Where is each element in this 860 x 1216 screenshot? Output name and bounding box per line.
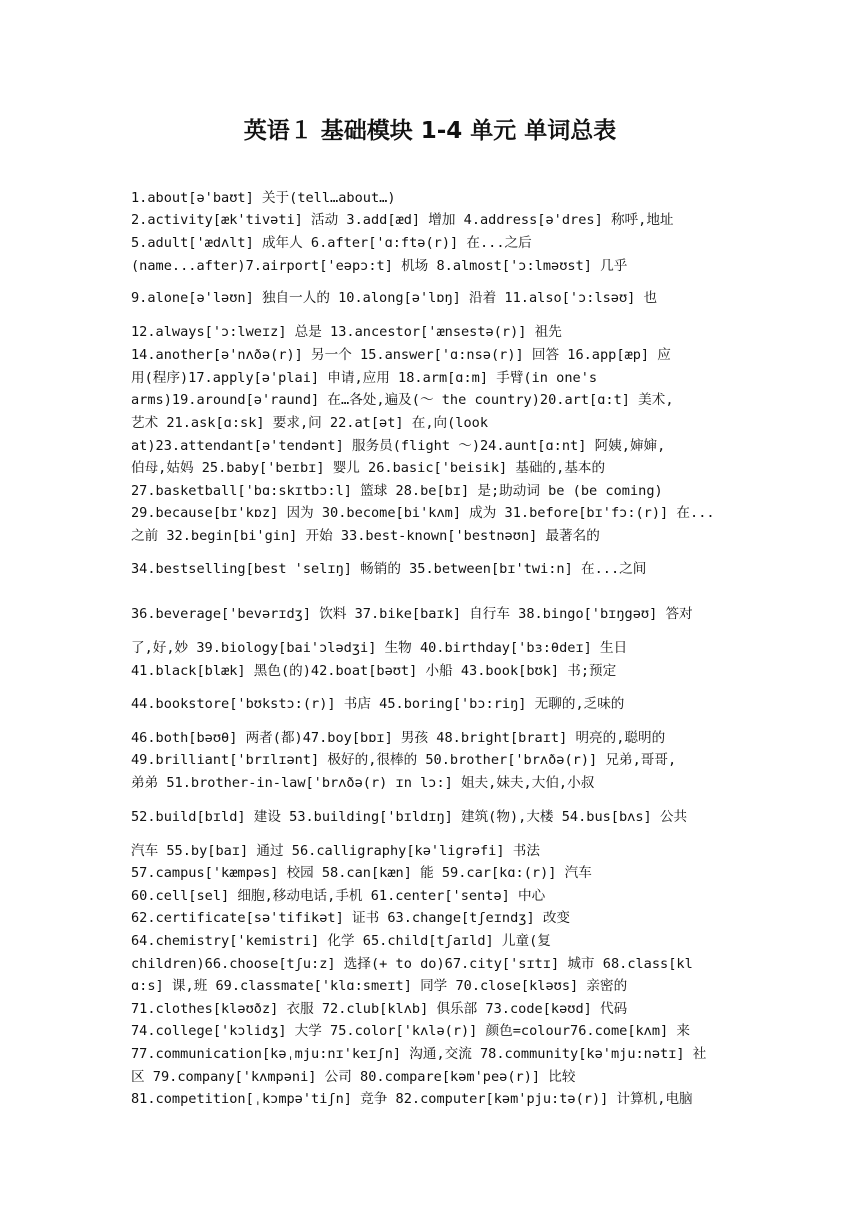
word-list-line: 81.competition[ˌkɔmpə'tiʃn] 竞争 82.computer[kəm'pju:tə(r)] 计算机,电脑 [131, 1091, 693, 1107]
word-list-line: 之前 32.begin[bi'gin] 开始 33.best-known['bestnəʊn] 最著名的 [131, 528, 600, 544]
word-list-line: 用(程序)17.apply[ə'plai] 申请,应用 18.arm[ɑ:m] 手臂(in one's [131, 370, 598, 386]
word-list-line: children)66.choose[tʃu:z] 选择(+ to do)67.city['sɪtɪ] 城市 68.class[kl [131, 956, 693, 972]
word-list-line: 49.brilliant['brɪlɪənt] 极好的,很棒的 50.brother['brʌðə(r)] 兄弟,哥哥, [131, 752, 677, 768]
word-list-line: 60.cell[sel] 细胞,移动电话,手机 61.center['sentə] 中心 [131, 888, 546, 904]
word-list-line: 汽车 55.by[baɪ] 通过 56.calligraphy[kə'ligrəfi] 书法 [131, 843, 540, 859]
word-list-line: at)23.attendant[ə'tendənt] 服务员(flight ～)24.aunt[ɑ:nt] 阿姨,婶婶, [131, 438, 666, 454]
word-list-line: 14.another[ə'nʌðə(r)] 另一个 15.answer['ɑ:nsə(r)] 回答 16.app[æp] 应 [131, 347, 671, 363]
word-list-line: (name...after)7.airport['eəpɔ:t] 机场 8.almost['ɔ:lməʊst] 几乎 [131, 258, 628, 274]
word-list-line: 12.always['ɔ:lweɪz] 总是 13.ancestor['ænsestə(r)] 祖先 [131, 324, 562, 340]
word-list-line: 5.adult['ædʌlt] 成年人 6.after['ɑ:ftə(r)] 在...之后 [131, 235, 532, 251]
word-list-line: 29.because[bɪ'kɒz] 因为 30.become[bi'kʌm] 成为 31.before[bɪ'fɔ:(r)] 在... [131, 505, 715, 521]
word-list-line: 伯母,姑妈 25.baby['beɪbɪ] 婴儿 26.basic['beisik] 基础的,基本的 [131, 460, 606, 476]
word-list-line: 了,好,妙 39.biology[bai'ɔlədʒi] 生物 40.birthday['bɜ:θdeɪ] 生日 [131, 640, 628, 656]
word-list-line: 区 79.company['kʌmpəni] 公司 80.compare[kəm'peə(r)] 比较 [131, 1069, 576, 1085]
word-list-line: arms)19.around[ə'raund] 在…各处,遍及(～ the country)20.art[ɑ:t] 美术, [131, 392, 674, 408]
word-list-line: 41.black[blæk] 黑色(的)42.boat[bəʊt] 小船 43.book[bʊk] 书;预定 [131, 663, 617, 679]
word-list-line: 46.both[bəʊθ] 两者(都)47.boy[bɒɪ] 男孩 48.bright[braɪt] 明亮的,聪明的 [131, 730, 666, 746]
word-list-line: 34.bestselling[best 'selɪŋ] 畅销的 35.between[bɪ'twi:n] 在...之间 [131, 561, 647, 577]
word-list-line: 弟弟 51.brother-in-law['brʌðə(r) ɪn lɔ:] 姐夫,妹夫,大伯,小叔 [131, 775, 595, 791]
word-list-line: 1.about[ə'baʊt] 关于(tell…about…) [131, 190, 396, 206]
word-list-line: 36.beverage['bevərɪdʒ] 饮料 37.bike[baɪk] 自行车 38.bingo['bɪŋgəʊ] 答对 [131, 606, 693, 622]
word-list-line: 9.alone[ə'ləʊn] 独自一人的 10.along[ə'lɒŋ] 沿着 11.also['ɔ:lsəʊ] 也 [131, 290, 658, 306]
document-title: 英语１ 基础模块 1-4 单元 单词总表 [243, 118, 617, 144]
word-list-line: 2.activity[æk'tivəti] 活动 3.add[æd] 增加 4.address[ə'dres] 称呼,地址 [131, 212, 674, 228]
word-list-line: 44.bookstore['bʊkstɔ:(r)] 书店 45.boring['bɔ:riŋ] 无聊的,乏味的 [131, 696, 625, 712]
word-list-line: 艺术 21.ask[ɑ:sk] 要求,问 22.at[ət] 在,向(look [131, 415, 489, 431]
word-list-line: 64.chemistry['kemistri] 化学 65.child[tʃaɪld] 儿童(复 [131, 933, 551, 949]
word-list-line: 74.college['kɔlidʒ] 大学 75.color['kʌlə(r)] 颜色=colour76.come[kʌm] 来 [131, 1023, 691, 1039]
word-list-line: 27.basketball['bɑ:skɪtbɔ:l] 篮球 28.be[bɪ] 是;助动词 be (be coming) [131, 483, 663, 499]
word-list-line: 77.communication[kəˌmju:nɪ'keɪʃn] 沟通,交流 78.community[kə'mju:nətɪ] 社 [131, 1046, 707, 1062]
word-list-line: 71.clothes[kləʊðz] 衣服 72.club[klʌb] 俱乐部 73.code[kəʊd] 代码 [131, 1001, 628, 1017]
word-list-line: ɑ:s] 课,班 69.classmate['klɑ:smeɪt] 同学 70.close[kləʊs] 亲密的 [131, 978, 628, 994]
word-list-line: 62.certificate[sə'tifikət] 证书 63.change[tʃeɪndʒ] 改变 [131, 910, 571, 926]
word-list-line: 52.build[bɪld] 建设 53.building['bɪldɪŋ] 建筑(物),大楼 54.bus[bʌs] 公共 [131, 809, 688, 825]
word-list-line: 57.campus['kæmpəs] 校园 58.can[kæn] 能 59.car[kɑ:(r)] 汽车 [131, 865, 592, 881]
